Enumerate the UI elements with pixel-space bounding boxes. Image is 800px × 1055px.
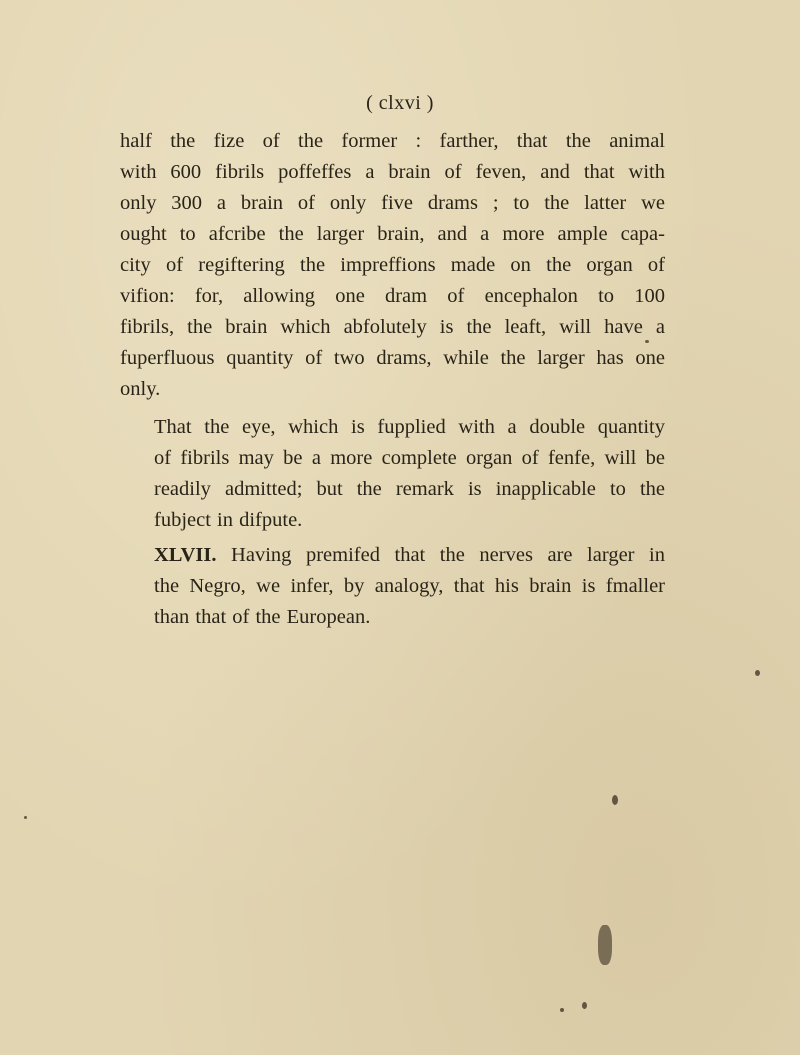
ink-speck [645, 340, 649, 343]
paragraph-3 [120, 540, 665, 633]
text-line [120, 540, 665, 571]
section-number: XLVII. [154, 544, 217, 566]
text-line: of fibrils may be a more complete organ of fenfe, will be [154, 447, 665, 469]
text-line: the Negro, we infer, by analogy, that his brain is fmaller [154, 575, 665, 597]
text-line: ought to afcribe the larger brain, and a more ample capa- [120, 223, 665, 245]
paragraph-2 [120, 412, 665, 536]
page-number: ( clxvi ) [366, 92, 434, 114]
text-line: fuperfluous quantity of two drams, while the larger has one [120, 347, 665, 369]
ink-speck [598, 925, 612, 965]
ink-speck [560, 1008, 564, 1012]
ink-speck [582, 1002, 587, 1009]
text-line: fibrils, the brain which abfolutely is the leaft, will have a [120, 316, 665, 338]
text-line: half the fize of the former : farther, that the animal [120, 130, 665, 152]
text-line: readily admitted; but the remark is inapplicable to the [154, 478, 665, 500]
text-line: That the eye, which is fupplied with a double quantity [154, 416, 665, 438]
text-line: with 600 fibrils poffeffes a brain of feven, and that with [120, 161, 665, 183]
text-line: vifion: for, allowing one dram of encephalon to 100 [120, 285, 665, 307]
text-line: fubject in difpute. [154, 509, 303, 531]
text-line: only 300 a brain of only five drams ; to the latter we [120, 192, 665, 214]
text-line: city of regiftering the impreffions made on the organ of [120, 254, 665, 276]
text-line-content: Having premifed that the nerves are larger in [231, 544, 665, 566]
page-header [0, 92, 800, 115]
text-line: than that of the European. [154, 606, 371, 628]
ink-speck [24, 816, 27, 819]
ink-speck [755, 670, 760, 676]
text-line: only. [120, 378, 161, 400]
ink-speck [612, 795, 618, 805]
paragraph-1 [120, 126, 665, 405]
